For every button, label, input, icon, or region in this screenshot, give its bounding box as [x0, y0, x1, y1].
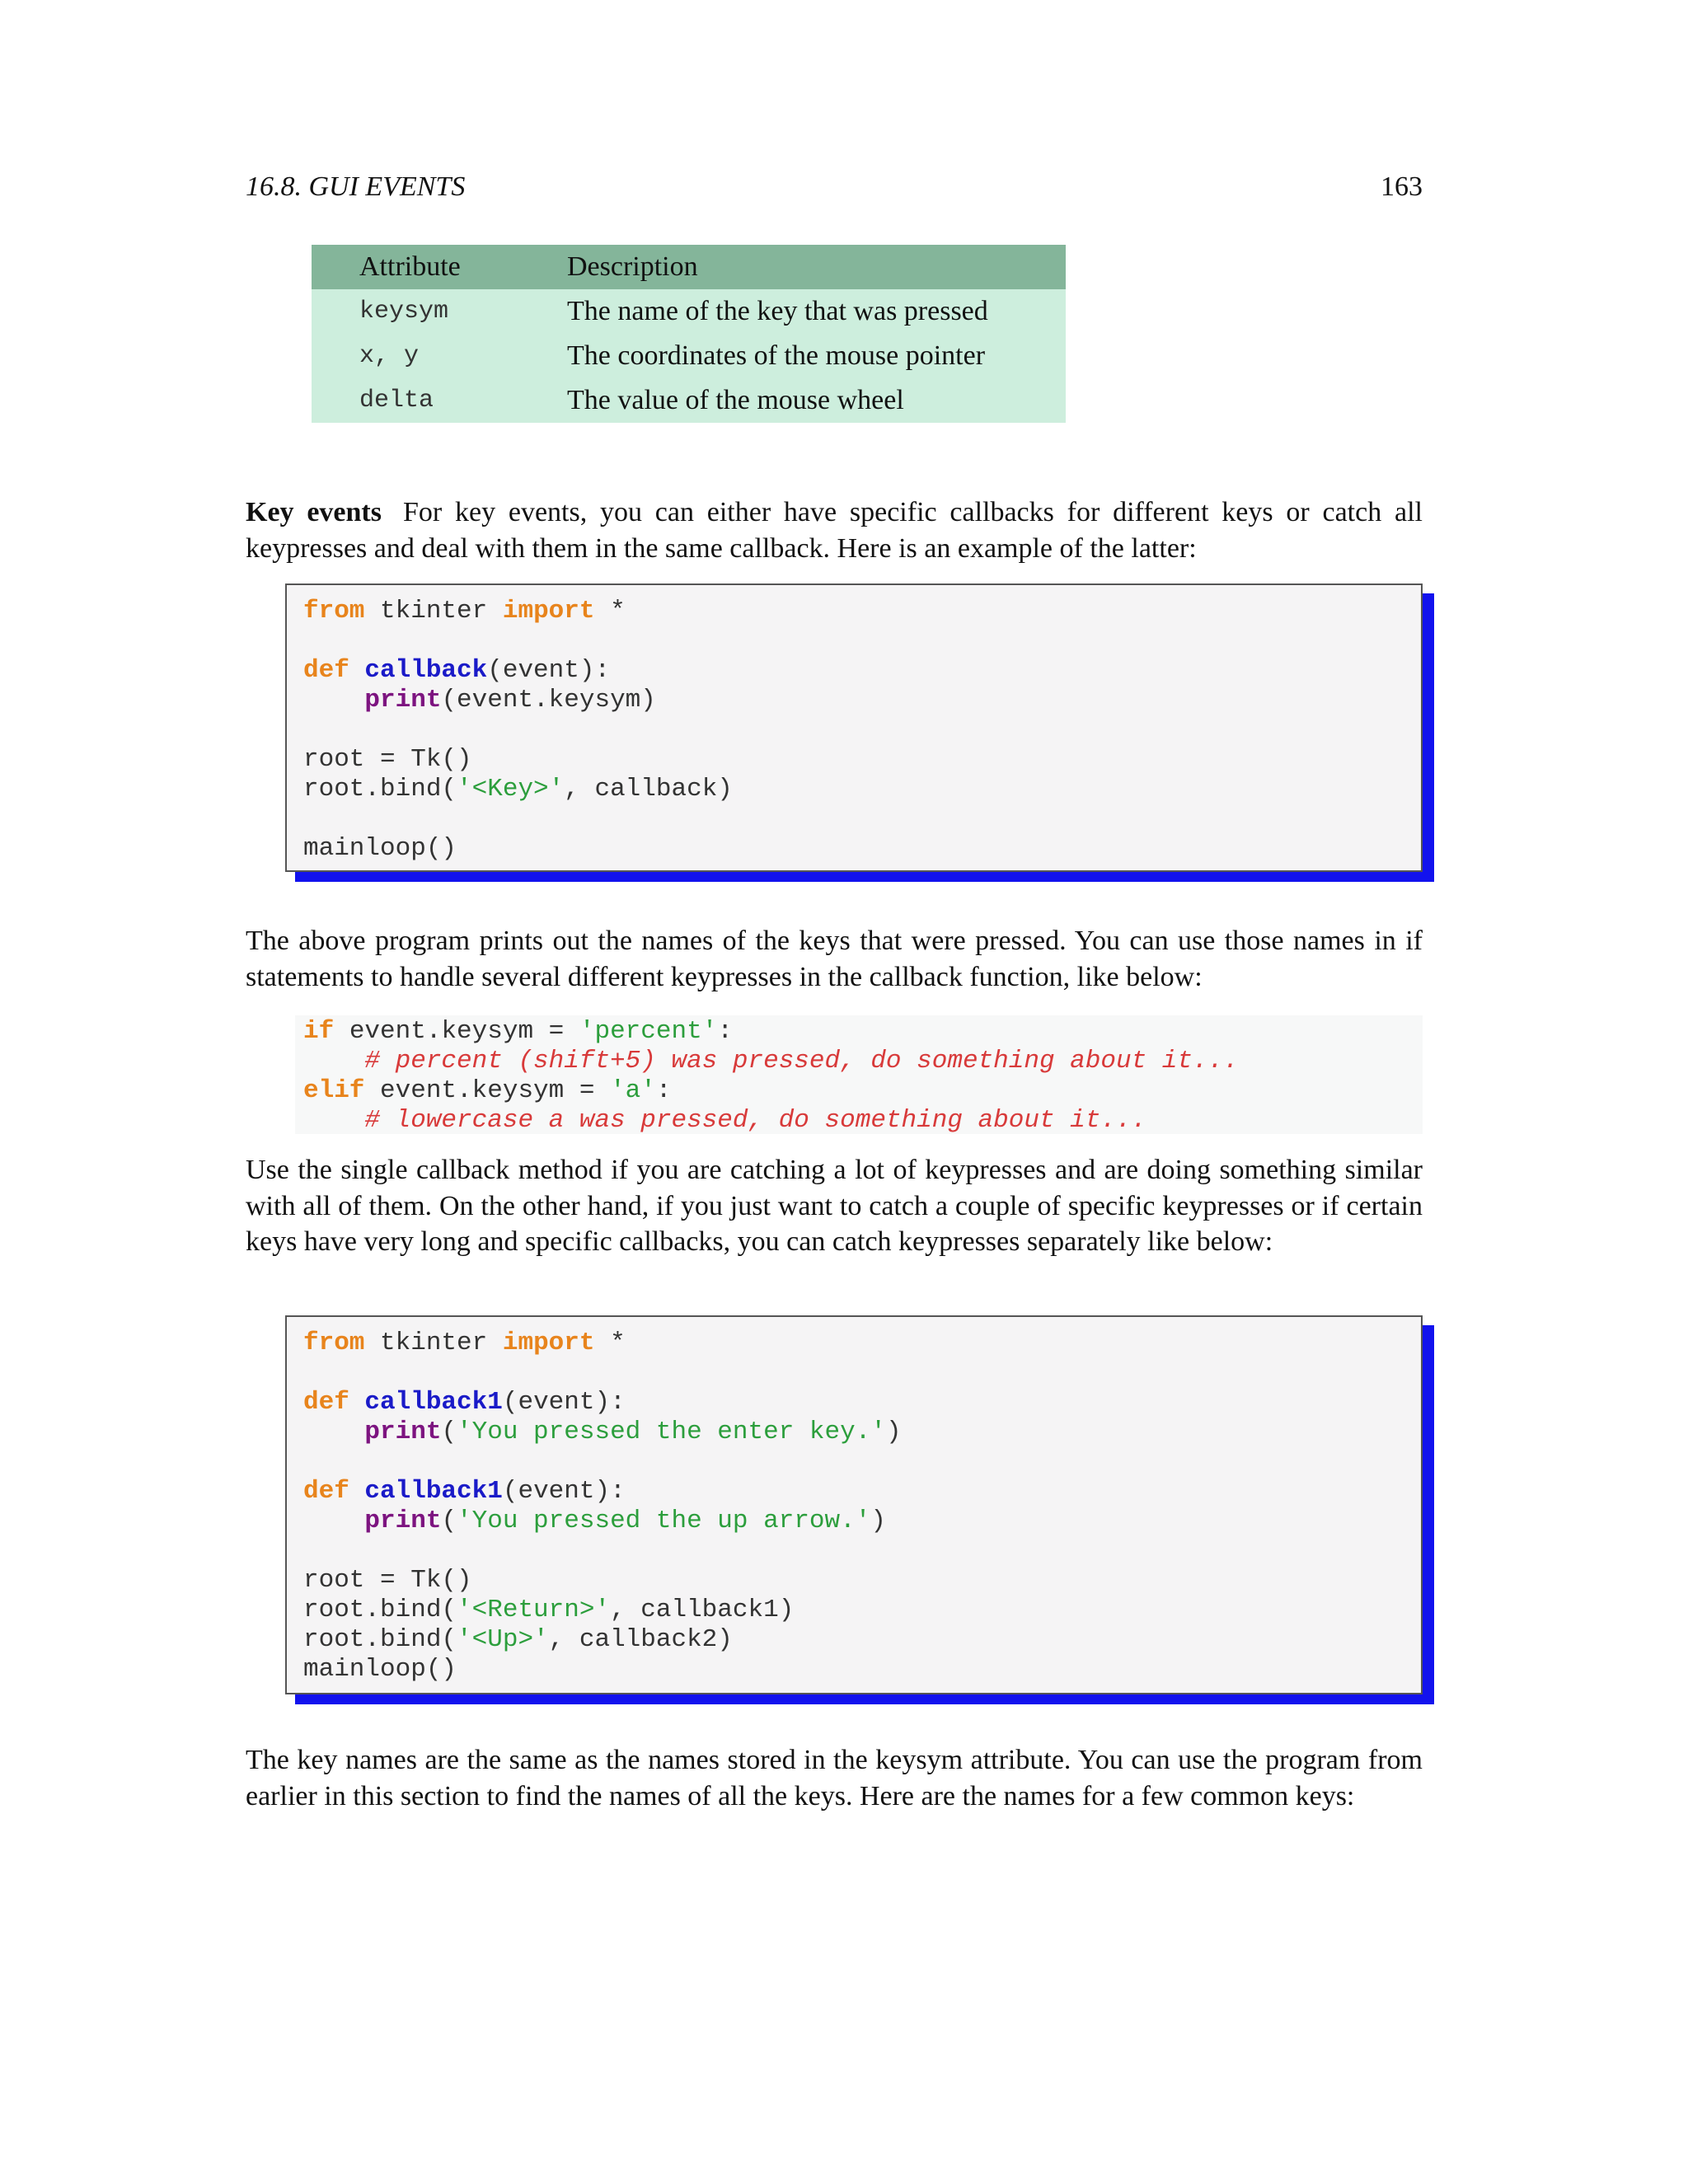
code-text: *: [594, 597, 626, 626]
code-blank-line: [303, 1447, 902, 1477]
code-keyword: if: [303, 1017, 335, 1046]
code-line: [303, 656, 733, 686]
code-keyword: def: [303, 1388, 349, 1417]
page-number: 163: [1381, 171, 1423, 202]
code-text: , callback2): [548, 1625, 733, 1654]
code-text: root.bind(: [303, 1596, 457, 1624]
code-text: event.keysym =: [334, 1017, 579, 1046]
code-text: tkinter: [364, 1329, 503, 1357]
code-text: (: [441, 1418, 457, 1446]
table-header-description: Description: [567, 251, 698, 282]
code-listing-separate-callbacks: [285, 1315, 1423, 1694]
code-line: [303, 1388, 902, 1418]
code-line: [303, 1017, 1239, 1047]
code-string: 'a': [610, 1076, 656, 1105]
code-string: '<Return>': [457, 1596, 611, 1624]
code-text: :: [655, 1076, 672, 1105]
table-cell-description: The value of the mouse wheel: [567, 385, 904, 415]
code-text: event.keysym =: [364, 1076, 611, 1105]
code-keyword: import: [502, 1329, 595, 1357]
code-snippet-if-keysym: [295, 1015, 1423, 1134]
paragraph-single-callback: Use the single callback method if you are catching a lot of keypresses and are doing something similar with all of them. On the other hand, if you just want to catch a couple of specific keypresses or if certain keys have very long and specific callbacks, you can catch keypresses separately like below:: [246, 1155, 1423, 1257]
code-indent: [303, 1507, 364, 1535]
code-line: [303, 1106, 1239, 1136]
table-cell-description: The coordinates of the mouse pointer: [567, 340, 986, 371]
event-attribute-table: [312, 245, 1066, 423]
section-title: 16.8. GUI EVENTS: [246, 171, 466, 202]
code-keyword: from: [303, 597, 365, 626]
code-line: [303, 1076, 1239, 1106]
code-blank-line: [303, 1358, 902, 1388]
code-listing-key-callback: [285, 583, 1423, 872]
code-text: :: [717, 1017, 733, 1046]
code-keyword: def: [303, 656, 349, 685]
table-row: [312, 289, 1066, 334]
code-function-name: callback1: [364, 1388, 503, 1417]
code-keyword: import: [502, 597, 595, 626]
code-builtin: print: [364, 1418, 442, 1446]
code-block: [303, 597, 733, 864]
code-block: [303, 1017, 1239, 1136]
code-block: [303, 1329, 902, 1685]
code-blank-line: [303, 1536, 902, 1566]
listing-box: [285, 583, 1423, 872]
code-comment: # lowercase a was pressed, do something about it...: [364, 1106, 1147, 1135]
code-comment: # percent (shift+5) was pressed, do something about it...: [364, 1047, 1239, 1076]
code-text: root.bind(: [303, 1625, 457, 1654]
code-string: 'You pressed the enter key.': [457, 1418, 886, 1446]
key-events-paragraph: [246, 494, 1423, 566]
code-line: mainloop(): [303, 834, 457, 863]
code-line: [303, 1329, 902, 1358]
table-cell-attribute: x, y: [359, 342, 420, 370]
table-cell-attribute: keysym: [359, 298, 449, 326]
code-string: '<Key>': [457, 775, 565, 804]
table-row: [312, 334, 1066, 378]
code-indent: [303, 686, 364, 715]
code-text: (event):: [502, 1388, 626, 1417]
code-string: '<Up>': [457, 1625, 549, 1654]
table-header-attribute: Attribute: [359, 251, 461, 282]
code-line: [303, 775, 733, 804]
code-line: [303, 597, 733, 626]
code-text: root.bind(: [303, 775, 457, 804]
code-blank-line: [303, 804, 733, 834]
code-text: *: [594, 1329, 626, 1357]
code-line: [303, 686, 733, 715]
paragraph-keysym-names: The above program prints out the names of the keys that were pressed. You can use those names in if statements to handle several different keypresses in the callback function, like below:: [246, 926, 1423, 992]
code-line: mainloop(): [303, 1655, 457, 1684]
code-keyword: def: [303, 1477, 349, 1506]
code-line: root = Tk(): [303, 745, 472, 774]
code-text: , callback): [564, 775, 733, 804]
code-function-name: callback: [364, 656, 488, 685]
code-line: root = Tk(): [303, 1566, 472, 1595]
code-builtin: print: [364, 686, 442, 715]
code-text: ): [885, 1418, 902, 1446]
code-line: [303, 1625, 902, 1655]
code-blank-line: [303, 715, 733, 745]
code-indent: [303, 1047, 364, 1076]
code-line: [303, 1047, 1239, 1076]
code-indent: [303, 1418, 364, 1446]
code-text: (: [441, 1507, 457, 1535]
table-cell-attribute: delta: [359, 387, 434, 415]
code-string: 'percent': [579, 1017, 718, 1046]
code-text: (event.keysym): [441, 686, 656, 715]
paragraph-key-names: The key names are the same as the names stored in the keysym attribute. You can use the program from earlier in this section to find the names of all the keys. Here are the names for a few common keys:: [246, 1745, 1423, 1811]
code-text: tkinter: [364, 597, 503, 626]
code-builtin: print: [364, 1507, 442, 1535]
code-text: (event):: [502, 1477, 626, 1506]
code-string: 'You pressed the up arrow.': [457, 1507, 871, 1535]
code-keyword: from: [303, 1329, 365, 1357]
code-line: [303, 1596, 902, 1625]
code-line: [303, 1477, 902, 1507]
running-head: [246, 171, 1423, 208]
code-indent: [303, 1106, 364, 1135]
code-keyword: elif: [303, 1076, 365, 1105]
code-line: [303, 1418, 902, 1447]
code-blank-line: [303, 626, 733, 656]
table-row: [312, 378, 1066, 423]
code-function-name: callback1: [364, 1477, 503, 1506]
table-cell-description: The name of the key that was pressed: [567, 296, 988, 326]
key-events-heading: Key events: [246, 497, 382, 527]
code-text: , callback1): [610, 1596, 795, 1624]
code-text: (event):: [487, 656, 611, 685]
key-events-text: For key events, you can either have specific callbacks for different keys or catch all keypresses and deal with them in the same callback. Here is an example of the latter:: [246, 497, 1423, 564]
listing-box: [285, 1315, 1423, 1694]
code-text: ): [870, 1507, 886, 1535]
code-line: [303, 1507, 902, 1536]
table-header-row: [312, 245, 1066, 289]
